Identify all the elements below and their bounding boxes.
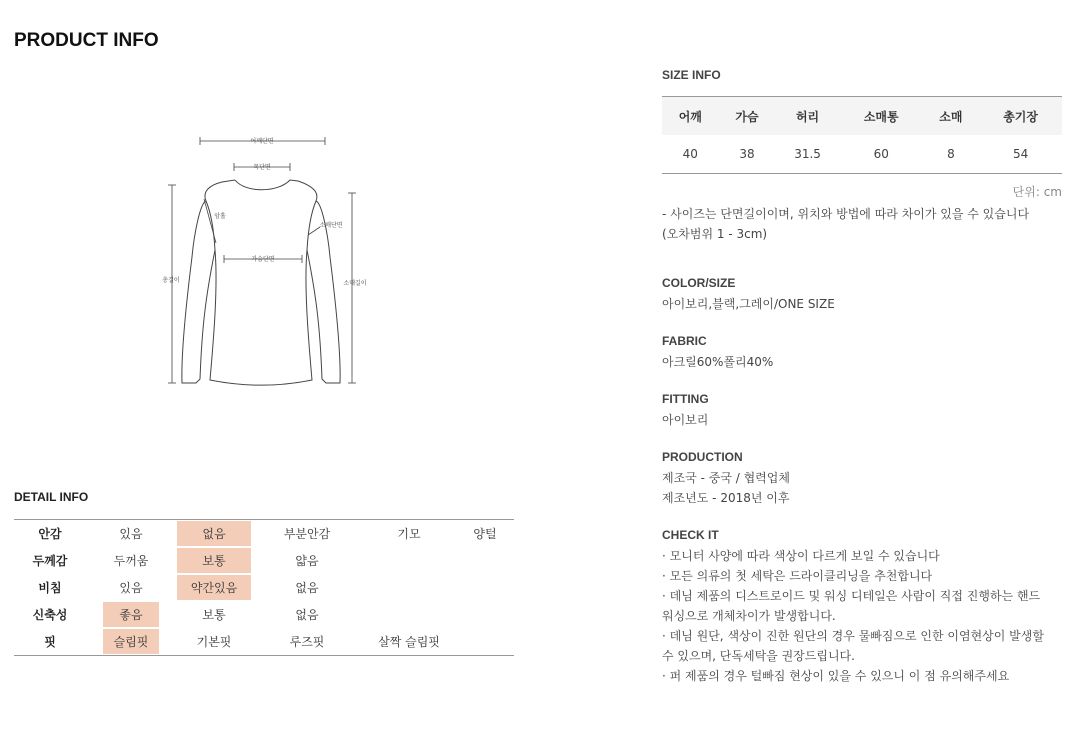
- detail-row: [14, 628, 514, 656]
- detail-row-label: 핏: [44, 635, 56, 649]
- detail-option: 루즈핏: [289, 635, 325, 649]
- detail-row: [14, 547, 514, 574]
- detail-option: 없음: [295, 581, 319, 595]
- check-it-line: · 퍼 제품의 경우 털빠짐 현상이 있을 수 있으니 이 점 유의해주세요: [662, 669, 1010, 683]
- check-it-title: CHECK IT: [662, 528, 719, 542]
- detail-option: 두꺼움: [113, 554, 149, 568]
- detail-row-label: 비침: [38, 581, 62, 595]
- check-it-line: 수 있으며, 단독세탁을 권장드립니다.: [662, 649, 855, 663]
- size-info-title: SIZE INFO: [662, 68, 721, 82]
- diagram-neck-label: 목단면: [253, 164, 271, 171]
- color-size-value: 아이보리,블랙,그레이/ONE SIZE: [662, 297, 835, 311]
- detail-empty-cell: [456, 628, 514, 656]
- detail-row: [14, 574, 514, 601]
- size-header-cell: 어깨: [662, 97, 719, 136]
- size-value-cell: 38: [739, 147, 755, 161]
- detail-row: [14, 601, 514, 628]
- detail-option: 살짝 슬림핏: [378, 635, 440, 649]
- detail-option-cell: [176, 601, 252, 628]
- detail-option-cell: [362, 520, 456, 548]
- detail-option: 얇음: [295, 554, 319, 568]
- size-value-cell: 31.5: [794, 147, 821, 161]
- detail-option: 없음: [295, 608, 319, 622]
- diagram-chest-label: 가슴단면: [251, 256, 275, 263]
- detail-info-title: DETAIL INFO: [14, 490, 89, 504]
- check-it-line: · 모든 의류의 첫 세탁은 드라이클리닝을 추천합니다: [662, 569, 933, 583]
- detail-option-cell: [252, 520, 362, 548]
- size-header-cell: 총기장: [979, 97, 1062, 136]
- detail-empty-cell: [362, 547, 456, 574]
- detail-table: [14, 519, 514, 656]
- fabric-value: 아크릴60%폴리40%: [662, 355, 774, 369]
- detail-option-cell: [362, 628, 456, 656]
- size-table: [662, 96, 1062, 174]
- detail-row-label: 두께감: [32, 554, 68, 568]
- detail-option: 있음: [119, 581, 143, 595]
- detail-option: 있음: [119, 527, 143, 541]
- detail-empty-cell: [362, 574, 456, 601]
- diagram-armhole-label: 암홀: [214, 213, 226, 220]
- color-size-section: [662, 276, 1062, 314]
- size-header-cell: 가슴: [719, 97, 776, 136]
- diagram-sleeve-width-label: 소매단면: [319, 222, 343, 229]
- check-it-line: · 모니터 사양에 따라 색상이 다르게 보일 수 있습니다: [662, 549, 940, 563]
- diagram-shoulder-label: 어깨단면: [250, 138, 274, 145]
- production-line1: 제조국 - 중국 / 협력업체: [662, 471, 790, 485]
- detail-option-cell: [176, 574, 252, 601]
- size-unit: 단위: cm: [1012, 185, 1062, 199]
- check-it-line: · 데님 제품의 디스트로이드 및 워싱 디테일은 사람이 직접 진행하는 핸드: [662, 589, 1041, 603]
- size-note-line1: - 사이즈는 단면길이이며, 위치와 방법에 따라 차이가 있을 수 있습니다: [662, 207, 1030, 221]
- fitting-section: [662, 392, 1062, 430]
- detail-option: 기본핏: [196, 635, 232, 649]
- detail-option-selected: 없음: [177, 521, 251, 546]
- size-value-cell: 40: [682, 147, 698, 161]
- detail-option-cell: [176, 520, 252, 548]
- detail-option-cell: [252, 574, 362, 601]
- size-header-cell: 소매: [923, 97, 980, 136]
- detail-option-cell: [86, 628, 176, 656]
- fabric-title: FABRIC: [662, 334, 707, 348]
- info-panel: [662, 68, 1062, 686]
- size-value-cell: 54: [1012, 147, 1029, 161]
- diagram-sleeve-length-label: 소매길이: [343, 280, 367, 287]
- page-title: PRODUCT INFO: [14, 30, 159, 51]
- detail-row: [14, 520, 514, 548]
- detail-row-label: 안감: [38, 527, 62, 541]
- detail-option-cell: [86, 574, 176, 601]
- size-header-cell: 소매통: [840, 97, 923, 136]
- detail-option-selected: 보통: [177, 548, 251, 573]
- detail-option-selected: 좋음: [103, 602, 159, 627]
- diagram-total-length-label: 총길이: [162, 277, 180, 284]
- fitting-value: 아이보리: [662, 413, 709, 427]
- detail-empty-cell: [362, 601, 456, 628]
- check-it-line: · 데님 원단, 색상이 진한 원단의 경우 물빠짐으로 인한 이염현상이 발생할: [662, 629, 1044, 643]
- detail-option-cell: [176, 628, 252, 656]
- detail-option: 양털: [473, 527, 497, 541]
- size-note-line2: (오차범위 1 - 3cm): [662, 227, 768, 241]
- size-value-cell: 60: [873, 147, 889, 161]
- production-title: PRODUCTION: [662, 450, 743, 464]
- detail-option-cell: [86, 547, 176, 574]
- size-header-cell: 허리: [775, 97, 840, 136]
- detail-option-cell: [86, 520, 176, 548]
- detail-row-label: 신축성: [32, 608, 68, 622]
- detail-option-selected: 약간있음: [177, 575, 251, 600]
- check-it-line: 워싱으로 개체차이가 발생합니다.: [662, 609, 836, 623]
- color-size-title: COLOR/SIZE: [662, 276, 736, 290]
- detail-empty-cell: [456, 601, 514, 628]
- size-value-cell: 8: [947, 147, 955, 161]
- detail-option-cell: [456, 520, 514, 548]
- production-section: [662, 450, 1062, 508]
- detail-empty-cell: [456, 547, 514, 574]
- detail-option-cell: [252, 547, 362, 574]
- detail-option-cell: [86, 601, 176, 628]
- detail-option-cell: [252, 628, 362, 656]
- production-line2: 제조년도 - 2018년 이후: [662, 491, 790, 505]
- check-it-section: [662, 528, 1062, 686]
- detail-option-cell: [176, 547, 252, 574]
- detail-option-cell: [252, 601, 362, 628]
- size-diagram: [150, 125, 390, 395]
- detail-empty-cell: [456, 574, 514, 601]
- detail-option: 부분안감: [283, 527, 331, 541]
- fabric-section: [662, 334, 1062, 372]
- detail-option-selected: 슬림핏: [103, 629, 159, 654]
- detail-option: 기모: [397, 527, 421, 541]
- fitting-title: FITTING: [662, 392, 709, 406]
- detail-option: 보통: [202, 608, 226, 622]
